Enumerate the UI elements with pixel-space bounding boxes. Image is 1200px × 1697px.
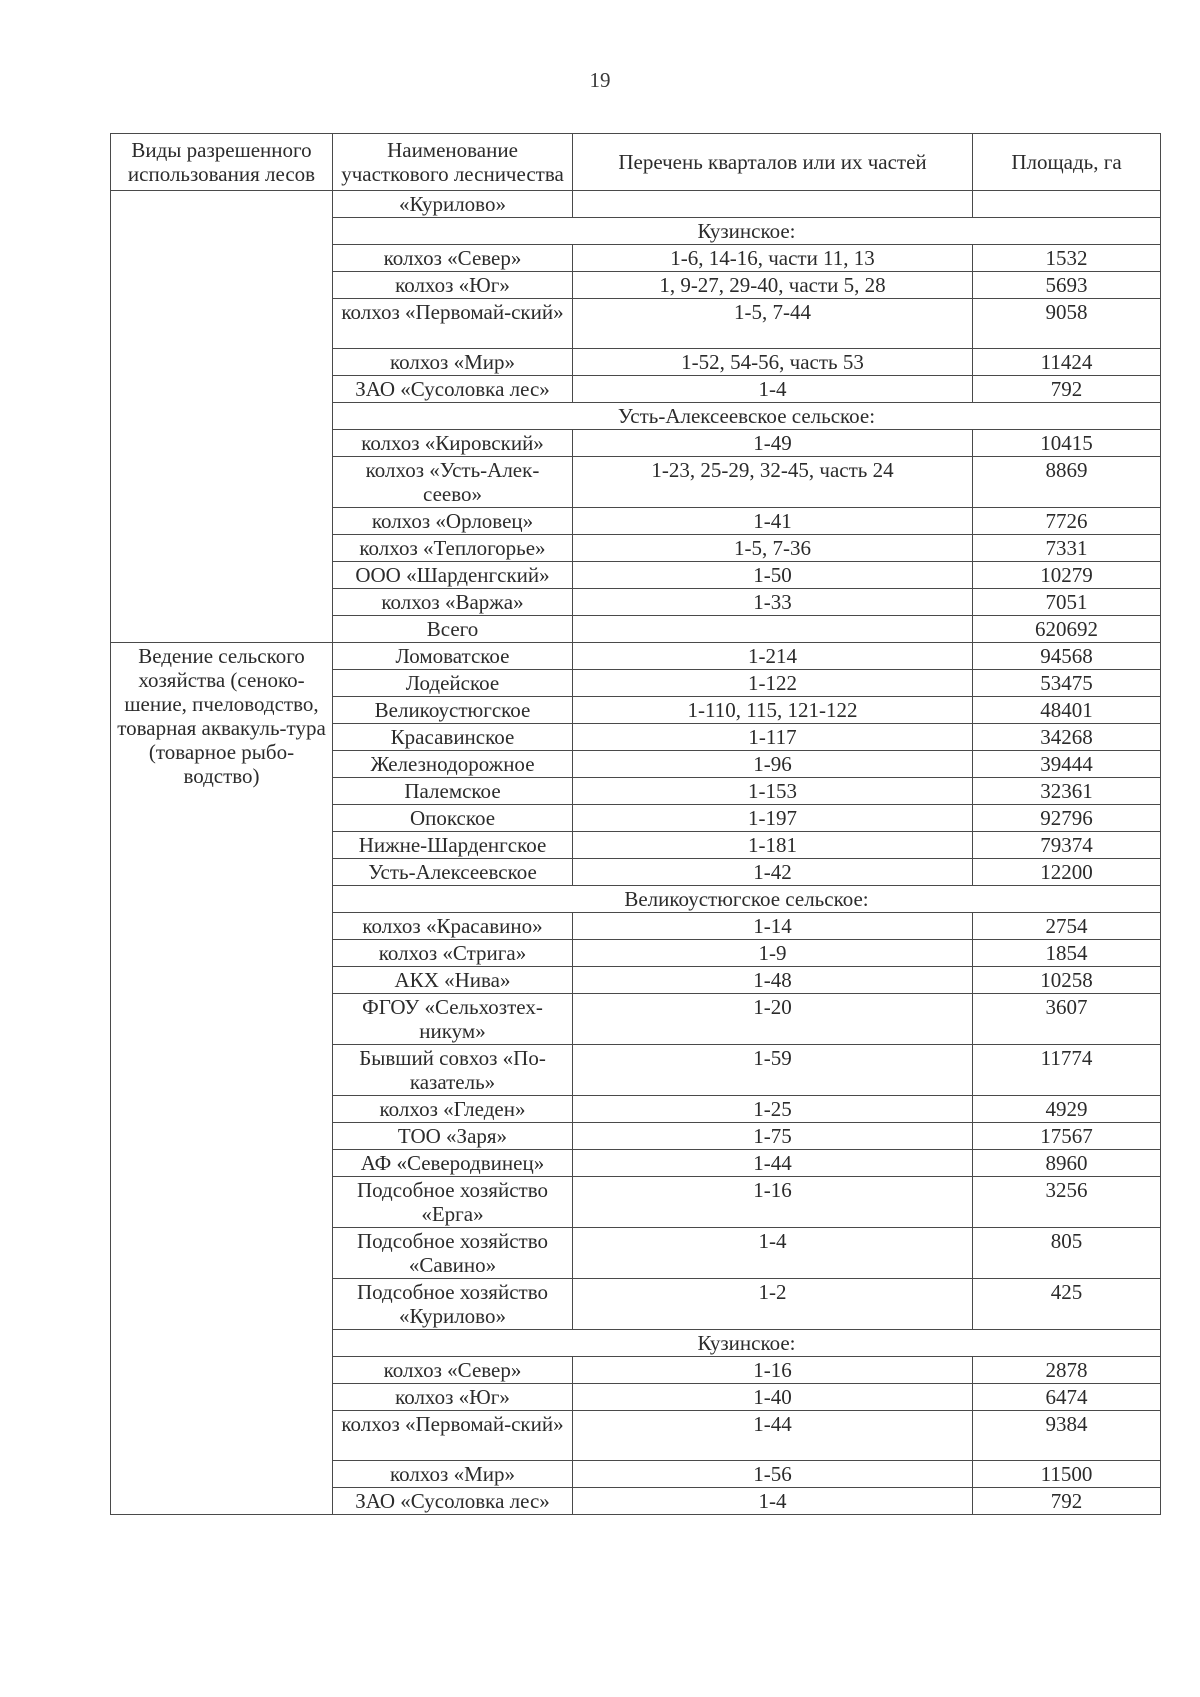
quarters-cell: 1-41: [573, 508, 973, 535]
forestry-name-cell: ТОО «Заря»: [333, 1123, 573, 1150]
forestry-name-cell: колхоз «Первомай-ский»: [333, 1411, 573, 1461]
quarters-cell: 1-59: [573, 1045, 973, 1096]
header-area: Площадь, га: [973, 134, 1161, 191]
area-cell: 10279: [973, 562, 1161, 589]
quarters-cell: 1-56: [573, 1461, 973, 1488]
quarters-cell: 1-214: [573, 643, 973, 670]
forestry-name-cell: колхоз «Красавино»: [333, 913, 573, 940]
quarters-cell: 1-49: [573, 430, 973, 457]
forestry-name-cell: колхоз «Усть-Алек-сеево»: [333, 457, 573, 508]
forestry-name-cell: колхоз «Север»: [333, 245, 573, 272]
area-cell: 8869: [973, 457, 1161, 508]
quarters-cell: 1-16: [573, 1177, 973, 1228]
quarters-cell: 1-20: [573, 994, 973, 1045]
quarters-cell: 1-9: [573, 940, 973, 967]
forest-use-table: [110, 133, 1161, 1515]
area-cell: 4929: [973, 1096, 1161, 1123]
area-cell: [973, 191, 1161, 218]
area-cell: 7051: [973, 589, 1161, 616]
quarters-cell: 1-42: [573, 859, 973, 886]
quarters-cell: 1-110, 115, 121-122: [573, 697, 973, 724]
forestry-name-cell: ЗАО «Сусоловка лес»: [333, 376, 573, 403]
area-cell: 620692: [973, 616, 1161, 643]
quarters-cell: 1-75: [573, 1123, 973, 1150]
forestry-name-cell: Великоустюгское: [333, 697, 573, 724]
area-cell: 39444: [973, 751, 1161, 778]
section-title: Кузинское:: [333, 1330, 1161, 1357]
forestry-name-cell: Всего: [333, 616, 573, 643]
forestry-name-cell: ЗАО «Сусоловка лес»: [333, 1488, 573, 1515]
area-cell: 48401: [973, 697, 1161, 724]
use-type-cell: [111, 191, 333, 643]
forestry-name-cell: ФГОУ «Сельхозтех-никум»: [333, 994, 573, 1045]
quarters-cell: 1-4: [573, 1228, 973, 1279]
forestry-name-cell: Ломоватское: [333, 643, 573, 670]
forestry-name-cell: Бывший совхоз «По-казатель»: [333, 1045, 573, 1096]
forestry-name-cell: колхоз «Орловец»: [333, 508, 573, 535]
area-cell: 11500: [973, 1461, 1161, 1488]
quarters-cell: 1-6, 14-16, части 11, 13: [573, 245, 973, 272]
quarters-cell: 1-181: [573, 832, 973, 859]
forestry-name-cell: колхоз «Юг»: [333, 1384, 573, 1411]
quarters-cell: 1-197: [573, 805, 973, 832]
area-cell: 425: [973, 1279, 1161, 1330]
forestry-name-cell: ООО «Шарденгский»: [333, 562, 573, 589]
forestry-name-cell: Подсобное хозяйство «Ерга»: [333, 1177, 573, 1228]
area-cell: 6474: [973, 1384, 1161, 1411]
forestry-name-cell: колхоз «Мир»: [333, 1461, 573, 1488]
area-cell: 17567: [973, 1123, 1161, 1150]
quarters-cell: 1-50: [573, 562, 973, 589]
quarters-cell: 1-40: [573, 1384, 973, 1411]
area-cell: 11774: [973, 1045, 1161, 1096]
quarters-cell: 1, 9-27, 29-40, части 5, 28: [573, 272, 973, 299]
quarters-cell: 1-44: [573, 1150, 973, 1177]
area-cell: 3607: [973, 994, 1161, 1045]
quarters-cell: 1-23, 25-29, 32-45, часть 24: [573, 457, 973, 508]
quarters-cell: 1-44: [573, 1411, 973, 1461]
area-cell: 2878: [973, 1357, 1161, 1384]
area-cell: 792: [973, 376, 1161, 403]
area-cell: 79374: [973, 832, 1161, 859]
header-quarters: Перечень кварталов или их частей: [573, 134, 973, 191]
area-cell: 53475: [973, 670, 1161, 697]
area-cell: 2754: [973, 913, 1161, 940]
forestry-name-cell: колхоз «Север»: [333, 1357, 573, 1384]
table-row: [111, 643, 1161, 670]
forestry-name-cell: Усть-Алексеевское: [333, 859, 573, 886]
section-title: Кузинское:: [333, 218, 1161, 245]
quarters-cell: 1-48: [573, 967, 973, 994]
area-cell: 3256: [973, 1177, 1161, 1228]
forestry-name-cell: Железнодорожное: [333, 751, 573, 778]
forestry-name-cell: колхоз «Кировский»: [333, 430, 573, 457]
forestry-name-cell: колхоз «Гледен»: [333, 1096, 573, 1123]
area-cell: 7331: [973, 535, 1161, 562]
area-cell: 34268: [973, 724, 1161, 751]
page-number: 19: [589, 68, 611, 92]
forestry-name-cell: колхоз «Мир»: [333, 349, 573, 376]
area-cell: 12200: [973, 859, 1161, 886]
area-cell: 10258: [973, 967, 1161, 994]
area-cell: 11424: [973, 349, 1161, 376]
forestry-name-cell: колхоз «Варжа»: [333, 589, 573, 616]
quarters-cell: 1-25: [573, 1096, 973, 1123]
forestry-name-cell: АКХ «Нива»: [333, 967, 573, 994]
forestry-name-cell: Нижне-Шарденгское: [333, 832, 573, 859]
forestry-name-cell: Красавинское: [333, 724, 573, 751]
quarters-cell: 1-52, 54-56, часть 53: [573, 349, 973, 376]
header-forestry: Наименование участкового лесничества: [333, 134, 573, 191]
forestry-name-cell: колхоз «Первомай-ский»: [333, 299, 573, 349]
header-use: Виды разрешенного использования лесов: [111, 134, 333, 191]
quarters-cell: 1-4: [573, 376, 973, 403]
forestry-name-cell: Опокское: [333, 805, 573, 832]
area-cell: 7726: [973, 508, 1161, 535]
area-cell: 792: [973, 1488, 1161, 1515]
quarters-cell: 1-33: [573, 589, 973, 616]
forestry-name-cell: Палемское: [333, 778, 573, 805]
section-title: Усть-Алексеевское сельское:: [333, 403, 1161, 430]
forestry-name-cell: Подсобное хозяйство «Савино»: [333, 1228, 573, 1279]
quarters-cell: 1-14: [573, 913, 973, 940]
forestry-name-cell: Лодейское: [333, 670, 573, 697]
quarters-cell: [573, 191, 973, 218]
quarters-cell: 1-5, 7-44: [573, 299, 973, 349]
forestry-name-cell: Подсобное хозяйство «Курилово»: [333, 1279, 573, 1330]
forestry-name-cell: АФ «Северодвинец»: [333, 1150, 573, 1177]
forestry-name-cell: колхоз «Стрига»: [333, 940, 573, 967]
area-cell: 5693: [973, 272, 1161, 299]
forestry-name-cell: колхоз «Теплогорье»: [333, 535, 573, 562]
table-row: [111, 191, 1161, 218]
area-cell: 1532: [973, 245, 1161, 272]
section-title: Великоустюгское сельское:: [333, 886, 1161, 913]
use-type-cell: Ведение сельского хозяйства (сеноко-шение, пчеловодство, товарная аквакуль-тура (товарное рыбо-водство): [111, 643, 333, 1515]
quarters-cell: 1-16: [573, 1357, 973, 1384]
area-cell: 1854: [973, 940, 1161, 967]
quarters-cell: 1-5, 7-36: [573, 535, 973, 562]
area-cell: 32361: [973, 778, 1161, 805]
quarters-cell: 1-4: [573, 1488, 973, 1515]
area-cell: 92796: [973, 805, 1161, 832]
quarters-cell: [573, 616, 973, 643]
forestry-name-cell: колхоз «Юг»: [333, 272, 573, 299]
table-header-row: [111, 134, 1161, 191]
quarters-cell: 1-122: [573, 670, 973, 697]
table-body: [111, 191, 1161, 1515]
area-cell: 10415: [973, 430, 1161, 457]
quarters-cell: 1-153: [573, 778, 973, 805]
forestry-name-cell: «Курилово»: [333, 191, 573, 218]
area-cell: 805: [973, 1228, 1161, 1279]
quarters-cell: 1-96: [573, 751, 973, 778]
area-cell: 9058: [973, 299, 1161, 349]
area-cell: 8960: [973, 1150, 1161, 1177]
area-cell: 94568: [973, 643, 1161, 670]
quarters-cell: 1-2: [573, 1279, 973, 1330]
quarters-cell: 1-117: [573, 724, 973, 751]
area-cell: 9384: [973, 1411, 1161, 1461]
